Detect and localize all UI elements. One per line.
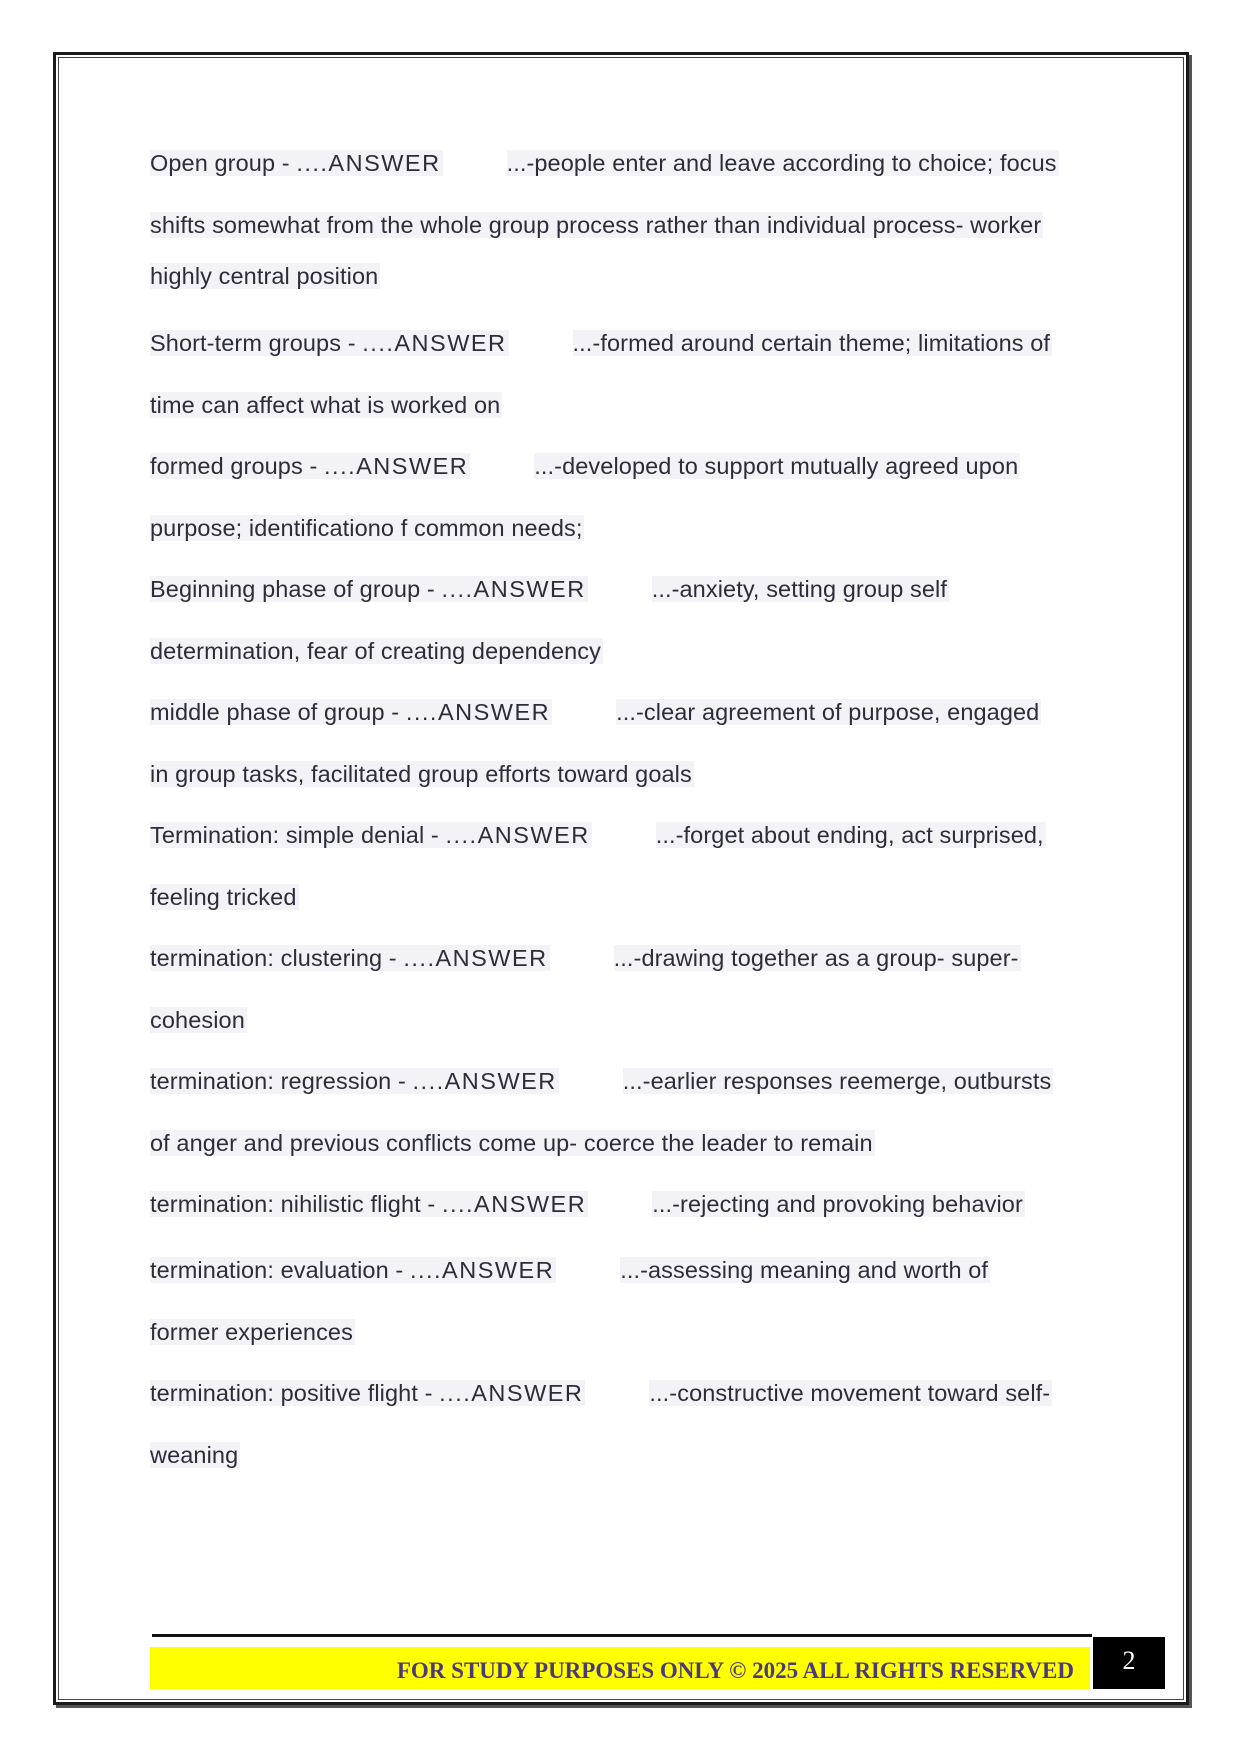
answer-text: ...-clear agreement of purpose, engaged bbox=[616, 699, 1040, 725]
entry-line bbox=[150, 449, 1020, 483]
footer-notice: FOR STUDY PURPOSES ONLY © 2025 ALL RIGHTS RESERVED bbox=[396, 1658, 1074, 1683]
term-label: termination: positive flight - bbox=[150, 1380, 440, 1406]
answer-label: ....ANSWER bbox=[409, 1257, 555, 1283]
entry-line bbox=[150, 1376, 1052, 1410]
answer-continuation: cohesion bbox=[150, 1007, 245, 1033]
answer-label: ....ANSWER bbox=[324, 453, 469, 479]
answer-continuation: highly central position bbox=[150, 263, 379, 289]
answer-text: ...-people enter and leave according to choice; focus bbox=[506, 150, 1057, 176]
answer-continuation: time can affect what is worked on bbox=[150, 392, 501, 418]
answer-text: ...-developed to support mutually agreed upon bbox=[534, 453, 1019, 479]
answer-continuation: feeling tricked bbox=[150, 884, 297, 910]
answer-label: ....ANSWER bbox=[362, 330, 507, 356]
entry-line bbox=[150, 146, 1059, 180]
term-label: termination: clustering - bbox=[150, 945, 404, 971]
answer-continuation: of anger and previous conflicts come up- coerce the leader to remain bbox=[150, 1130, 873, 1156]
entry-line bbox=[150, 1187, 1025, 1221]
answer-text: ...-rejecting and provoking behavior bbox=[652, 1191, 1023, 1217]
answer-text: ...-anxiety, setting group self bbox=[651, 576, 947, 602]
answer-text: ...-formed around certain theme; limitations of bbox=[572, 330, 1051, 356]
term-label: termination: nihilistic flight - bbox=[150, 1191, 442, 1217]
answer-label: ....ANSWER bbox=[445, 822, 590, 848]
entry-line bbox=[150, 941, 1021, 975]
term-label: termination: regression - bbox=[150, 1068, 413, 1094]
entry-line bbox=[150, 695, 1041, 729]
answer-text: ...-constructive movement toward self- bbox=[649, 1380, 1051, 1406]
entry-line bbox=[150, 572, 949, 606]
term-label: termination: evaluation - bbox=[150, 1257, 410, 1283]
term-label: Termination: simple denial - bbox=[150, 822, 446, 848]
term-label: Beginning phase of group - bbox=[150, 576, 442, 602]
answer-label: ....ANSWER bbox=[405, 699, 551, 725]
answer-label: ....ANSWER bbox=[412, 1068, 557, 1094]
term-label: middle phase of group - bbox=[150, 699, 406, 725]
answer-continuation: former experiences bbox=[150, 1319, 353, 1345]
term-label: formed groups - bbox=[150, 453, 325, 479]
footer-divider bbox=[152, 1634, 1092, 1637]
answer-text: ...-assessing meaning and worth of bbox=[620, 1257, 989, 1283]
answer-label: ....ANSWER bbox=[441, 576, 586, 602]
answer-continuation: shifts somewhat from the whole group process rather than individual process- worker bbox=[150, 212, 1042, 238]
answer-continuation: in group tasks, facilitated group efforts toward goals bbox=[150, 761, 692, 787]
answer-text: ...-earlier responses reemerge, outbursts bbox=[622, 1068, 1052, 1094]
page-number: 2 bbox=[1093, 1637, 1165, 1689]
entry-line bbox=[150, 1064, 1053, 1098]
entry-line bbox=[150, 818, 1046, 852]
answer-continuation: determination, fear of creating dependency bbox=[150, 638, 601, 664]
footer-banner bbox=[150, 1647, 1090, 1689]
term-label: Open group - bbox=[150, 150, 297, 176]
answer-label: ....ANSWER bbox=[441, 1191, 587, 1217]
term-label: Short-term groups - bbox=[150, 330, 363, 356]
answer-text: ...-forget about ending, act surprised, bbox=[655, 822, 1044, 848]
answer-label: ....ANSWER bbox=[296, 150, 441, 176]
entry-line bbox=[150, 326, 1052, 360]
answer-label: ....ANSWER bbox=[439, 1380, 584, 1406]
answer-continuation: weaning bbox=[150, 1442, 239, 1468]
answer-label: ....ANSWER bbox=[403, 945, 548, 971]
answer-continuation: purpose; identificationo f common needs; bbox=[150, 515, 583, 541]
entry-line bbox=[150, 1253, 990, 1287]
answer-text: ...-drawing together as a group- super- bbox=[613, 945, 1019, 971]
